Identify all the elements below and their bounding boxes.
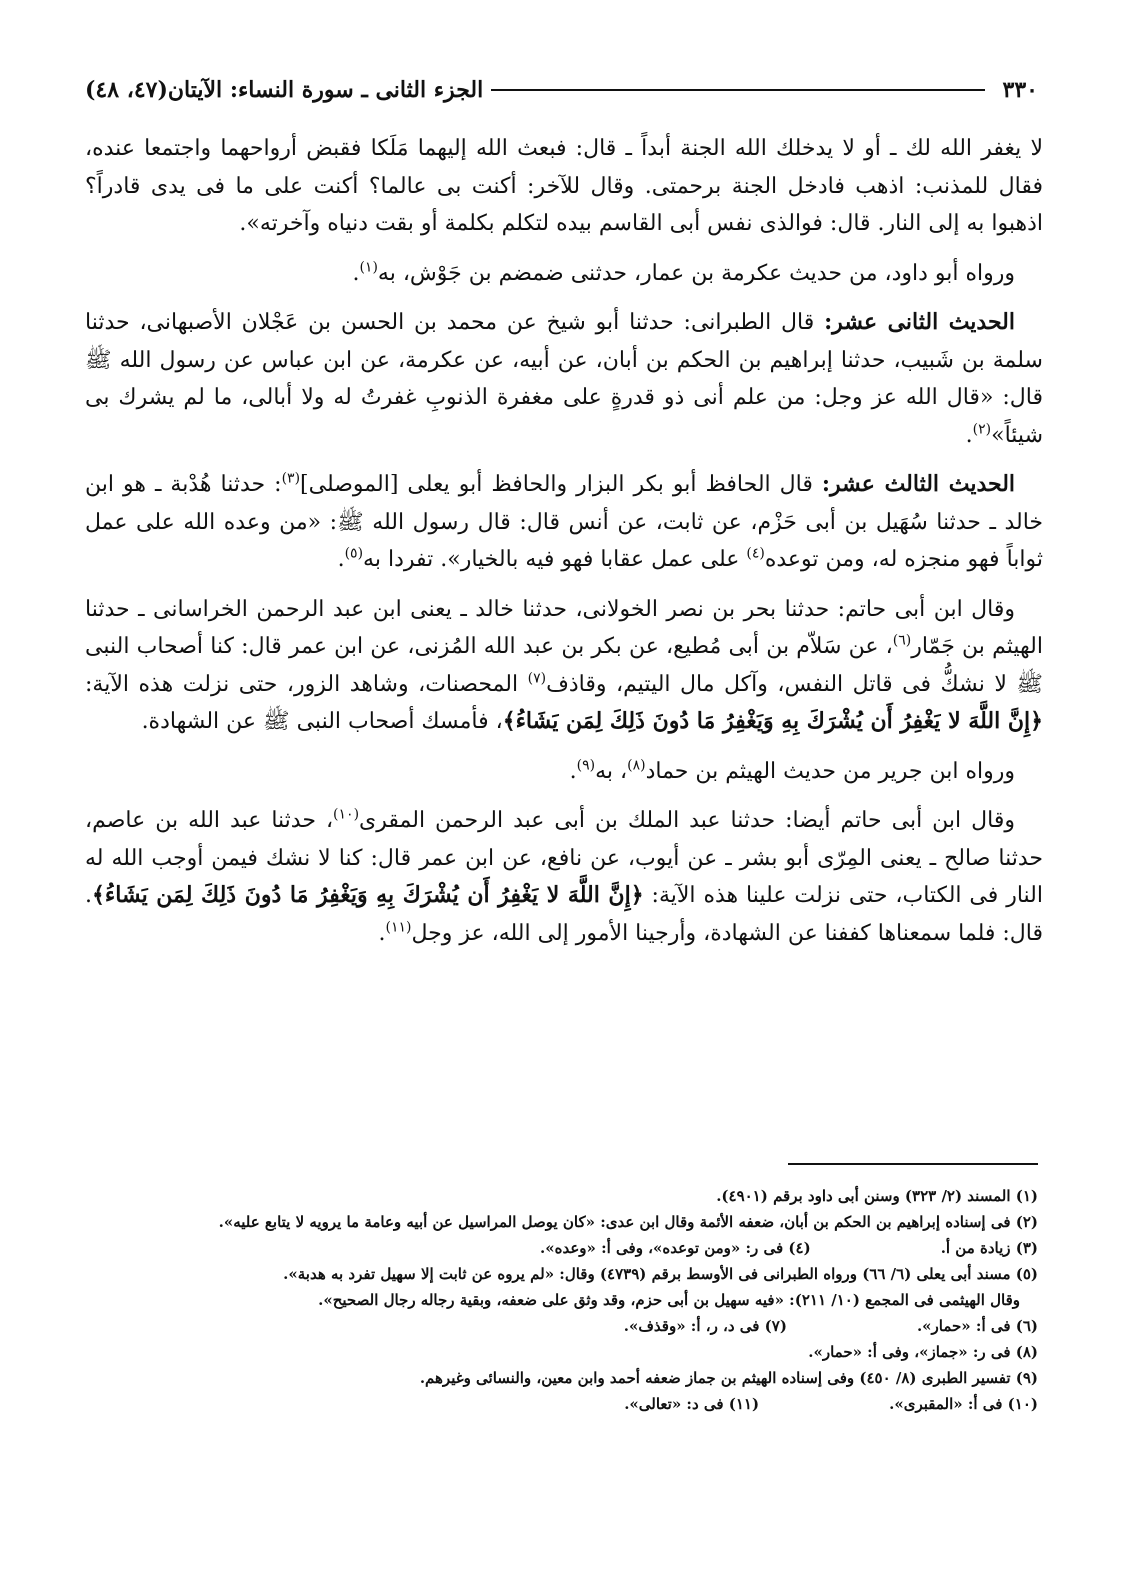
page-number: ٣٣٠	[1002, 77, 1038, 103]
footnote-6: (٦) فى أ: «حمار».	[916, 1317, 1038, 1335]
footnote-ref: (١١)	[385, 919, 412, 936]
footnote-7: (٧) فى د، ر، أ: «وقذف».	[623, 1317, 787, 1335]
header-rule	[491, 89, 984, 91]
footnote-row	[85, 1313, 1038, 1339]
footnote-2: (٢) فى إسناده إبراهيم بن الحكم بن أبان، ضعفه الأئمة وقال ابن عدى: «كان يوصل المراسيل عن أبيه وعامة ما يرويه لا يتابع عليه».	[218, 1213, 1038, 1231]
footnote-row	[85, 1235, 1038, 1261]
footnote-ref: (٨)	[627, 757, 646, 774]
footnote-10: (١٠) فى أ: «المقبرى».	[889, 1395, 1038, 1413]
footnote-separator	[788, 1163, 1038, 1165]
footnote-ref: (٥)	[344, 545, 364, 562]
paragraph-hadith-12: الحديث الثانى عشر: قال الطبرانى: حدثنا أبو شيخ عن محمد بن الحسن بن عَجْلان الأصبهانى، حدثنا سلمة بن شَبيب، حدثنا إبراهيم بن الحكم بن أبان، عن أبيه، عن عكرمة، عن ابن عباس عن رسول الله ﷺ قال: «قال الله عز وجل: من علم أنى ذو قدرةٍ على مغفرة الذنوبِ غفرتُ له ولا أبالى، ما لم يشرك بى شيئاً»$^{(٢)}$.	[85, 309, 1043, 448]
footnote-ref: (٤)	[746, 545, 765, 562]
paragraph-1: لا يغفر الله لك ـ أو لا يدخلك الله الجنة أبداً ـ قال: فبعث الله إليهما مَلَكا فقبض أرواحهما واجتمعا عنده، فقال للمذنب: اذهب فادخل الجنة برحمتى. وقال للآخر: أكنت بى عالما؟ أكنت على ما فى يدى قادراً؟ اذهبوا به إلى النار. قال: فوالذى نفس أبى القاسم بيده لتكلم بكلمة أو بقت دنياه وآخرته».	[85, 136, 1043, 236]
footnote-11: (١١) فى د: «تعالى».	[624, 1395, 760, 1413]
section-lead: الحديث الثالث عشر:	[821, 471, 1016, 497]
footnote-8: (٨) فى ر: «جماز»، وفى أ: «حمار».	[808, 1343, 1038, 1361]
paragraph-2: ورواه أبو داود، من حديث عكرمة بن عمار، حدثنى ضمضم بن جَوْش، به$^{(١)}$.	[352, 259, 1015, 286]
paragraph-7: وقال ابن أبى حاتم أيضا: حدثنا عبد الملك بن أبى عبد الرحمن المقرى$^{(١٠)}$، حدثنا عبد الله بن عاصم، حدثنا صالح ـ يعنى المِرّى أبو بشر ـ عن أيوب، عن نافع، عن ابن عمر قال: كنا لا نشك فيمن أوجب الله له النار فى الكتاب، حتى نزلت علينا هذه الآية: ﴿إِنَّ اللَّهَ لا يَغْفِرُ أَن يُشْرَكَ بِهِ وَيَغْفِرُ مَا دُونَ ذَلِكَ لِمَن يَشَاءُ﴾. قال: فلما سمعناها كففنا عن الشهادة، وأرجينا الأمور إلى الله، عز وجل$^{(١١)}$.	[85, 806, 1044, 946]
paragraph-hadith-13: الحديث الثالث عشر: قال الحافظ أبو بكر البزار والحافظ أبو يعلى [الموصلى]$^{(٣)}$: حدثنا هُدْبة ـ هو ابن خالد ـ حدثنا سُهَيل بن أبى حَزْم، عن ثابت، عن أنس قال: قال رسول الله ﷺ: «من وعده الله على عمل ثواباً فهو منجزه له، ومن توعده$^{(٤)}$ على عمل عقابا فهو فيه بالخيار». تفردا به$^{(٥)}$.	[85, 470, 1043, 572]
footnote-ref: (٦)	[892, 632, 912, 649]
footnote-ref: (٩)	[576, 757, 596, 774]
running-header	[85, 70, 1038, 110]
footnote-9: (٩) تفسير الطبرى (٨/ ٤٥٠) وفى إسناده الهيثم بن جماز ضعفه أحمد وابن معين، والنسائى وغيرهم.	[419, 1369, 1038, 1387]
paragraph-5: وقال ابن أبى حاتم: حدثنا بحر بن نصر الخولانى، حدثنا خالد ـ يعنى ابن عبد الرحمن الخراسانى ـ حدثنا الهيثم بن جَمّار$^{(٦)}$، عن سَلاّم بن أبى مُطيع، عن بكر بن عبد الله المُزنى، عن ابن عمر قال: كنا أصحاب النبى ﷺ لا نشكُّ فى قاتل النفس، وآكل مال اليتيم، وقاذف$^{(٧)}$ المحصنات، وشاهد الزور، حتى نزلت هذه الآية: ﴿إِنَّ اللَّهَ لا يَغْفِرُ أَن يُشْرَكَ بِهِ وَيَغْفِرُ مَا دُونَ ذَلِكَ لِمَن يَشَاءُ﴾، فأمسك أصحاب النبى ﷺ عن الشهادة.	[85, 596, 1043, 734]
footnote-ref: (١٠)	[333, 806, 360, 823]
paragraph-6: ورواه ابن جرير من حديث الهيثم بن حماد$^{(٨)}$، به$^{(٩)}$.	[569, 757, 1015, 784]
footnote-row	[85, 1391, 1038, 1417]
header-title: الجزء الثانى ـ سورة النساء: الآيتان(٤٧، ٤٨)	[85, 77, 484, 103]
section-lead: الحديث الثانى عشر:	[824, 309, 1015, 335]
quran-verse: ﴿إِنَّ اللَّهَ لا يَغْفِرُ أَن يُشْرَكَ بِهِ وَيَغْفِرُ مَا دُونَ ذَلِكَ لِمَن يَشَاءُ﴾	[92, 882, 644, 908]
footnotes	[85, 1183, 1038, 1417]
footnote-5-continued: وقال الهيثمى فى المجمع (١٠/ ٢١١): «فيه سهيل بن أبى حزم، وقد وثق على ضعفه، وبقية رجاله رجال الصحيح».	[318, 1291, 1020, 1309]
footnote-5: (٥) مسند أبى يعلى (٦/ ٦٦) ورواه الطبرانى فى الأوسط برقم (٤٧٣٩) وقال: «لم يروه عن ثابت إلا سهيل تفرد به هدبة».	[283, 1265, 1038, 1283]
footnote-1: (١) المسند (٢/ ٣٢٣) وسنن أبى داود برقم (٤٩٠١).	[716, 1187, 1038, 1205]
footnote-3: (٣) زيادة من أ.	[940, 1239, 1038, 1257]
quran-verse: ﴿إِنَّ اللَّهَ لا يَغْفِرُ أَن يُشْرَكَ بِهِ وَيَغْفِرُ مَا دُونَ ذَلِكَ لِمَن يَشَاءُ﴾	[502, 708, 1043, 734]
main-text	[85, 130, 1043, 964]
footnote-ref: (٧)	[527, 670, 547, 687]
footnote-4: (٤) فى ر: «ومن توعده»، وفى أ: «وعده».	[539, 1239, 811, 1257]
footnote-ref: (٢)	[972, 421, 992, 438]
footnote-ref: (٣)	[281, 470, 301, 487]
footnote-ref: (١)	[359, 259, 378, 276]
